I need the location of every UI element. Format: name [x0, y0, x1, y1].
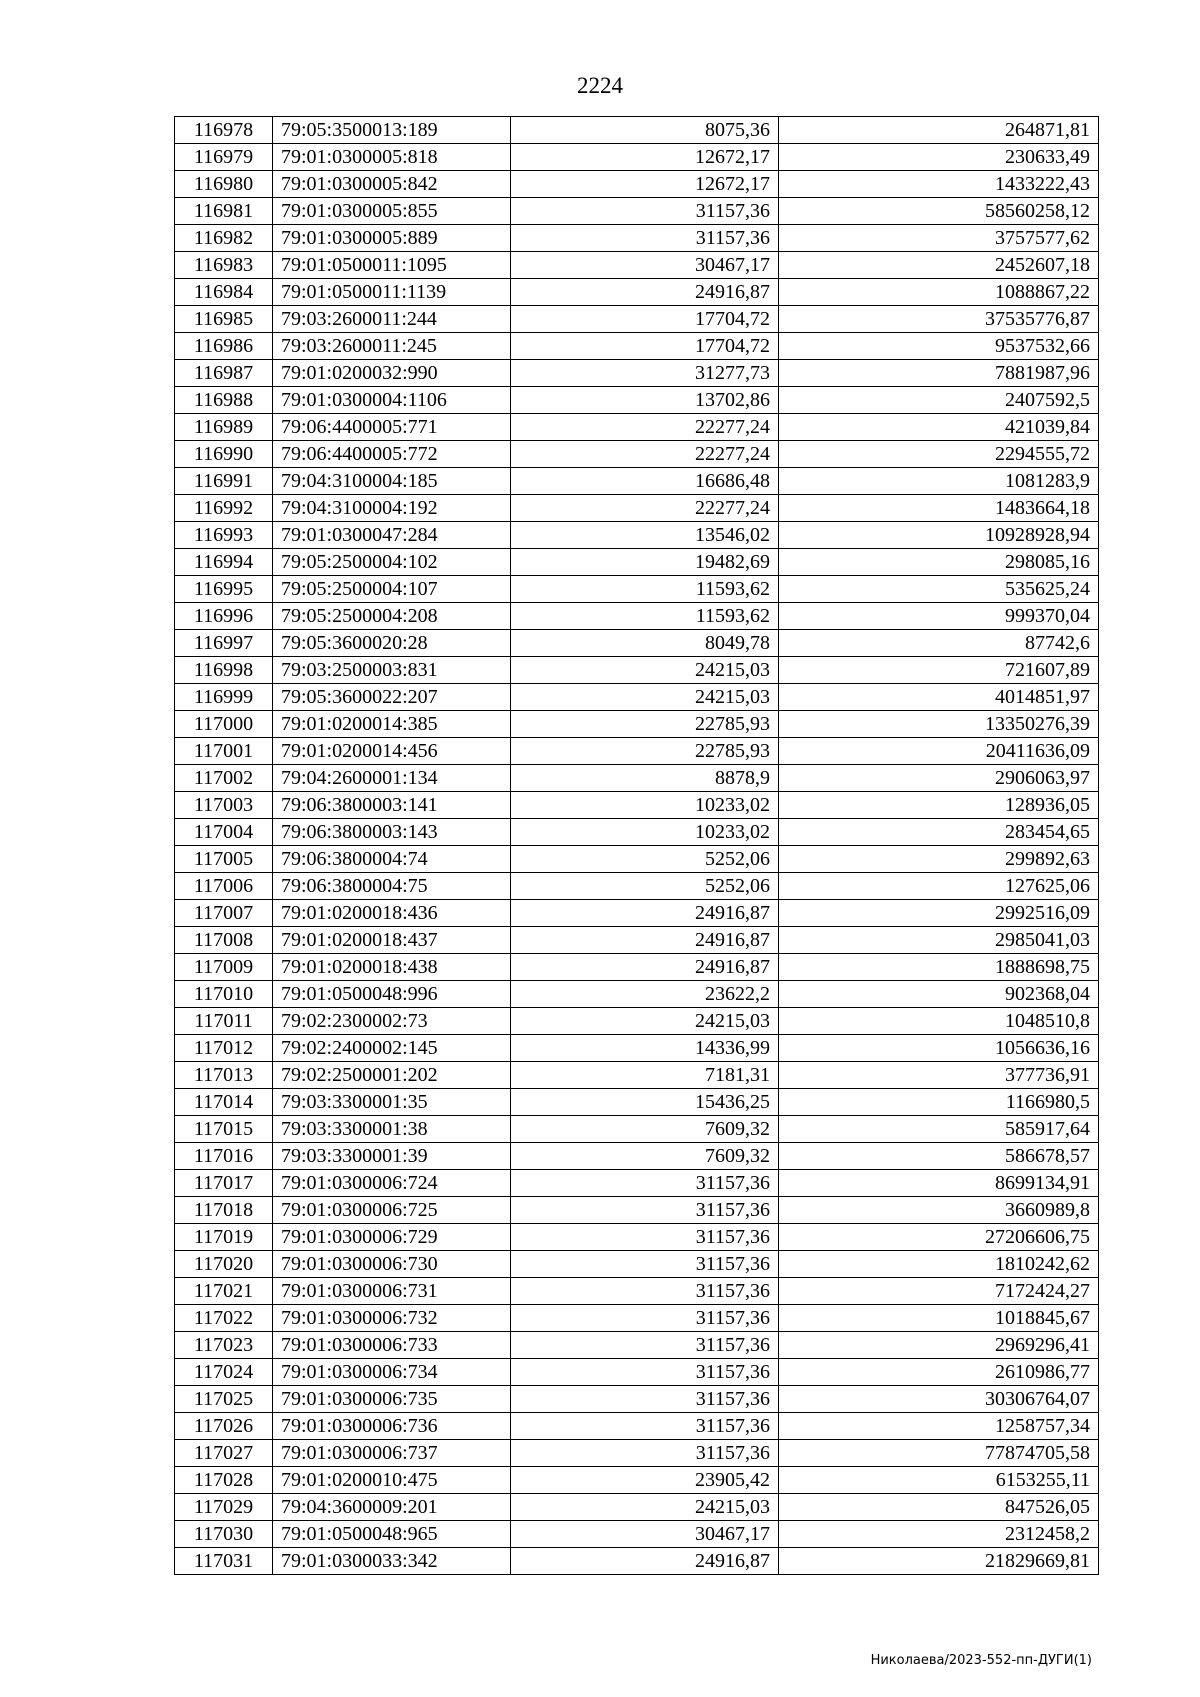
specific-value-cell: 22785,93 [511, 738, 779, 765]
cadastral-cost-cell: 2610986,77 [779, 1359, 1099, 1386]
cadastral-cost-cell: 8699134,91 [779, 1170, 1099, 1197]
row-number-cell: 117002 [175, 765, 273, 792]
table-row [175, 414, 1099, 441]
row-number-cell: 117006 [175, 873, 273, 900]
row-number-cell: 116989 [175, 414, 273, 441]
table-row [175, 1008, 1099, 1035]
cadastral-cost-cell: 58560258,12 [779, 198, 1099, 225]
table-row [175, 522, 1099, 549]
table-row [175, 1035, 1099, 1062]
table-row [175, 333, 1099, 360]
table-row [175, 846, 1099, 873]
cadastral-number-cell: 79:03:3300001:38 [273, 1116, 511, 1143]
row-number-cell: 116991 [175, 468, 273, 495]
row-number-cell: 117005 [175, 846, 273, 873]
specific-value-cell: 31157,36 [511, 1359, 779, 1386]
cadastral-number-cell: 79:03:3300001:35 [273, 1089, 511, 1116]
cadastral-cost-cell: 128936,05 [779, 792, 1099, 819]
cadastral-cost-cell: 2407592,5 [779, 387, 1099, 414]
table-row [175, 1305, 1099, 1332]
row-number-cell: 117010 [175, 981, 273, 1008]
table-row [175, 387, 1099, 414]
cadastral-number-cell: 79:02:2500001:202 [273, 1062, 511, 1089]
cadastral-number-cell: 79:01:0300006:732 [273, 1305, 511, 1332]
cadastral-number-cell: 79:05:3600020:28 [273, 630, 511, 657]
table-row [175, 198, 1099, 225]
cadastral-cost-cell: 421039,84 [779, 414, 1099, 441]
cadastral-cost-cell: 264871,81 [779, 117, 1099, 144]
row-number-cell: 116996 [175, 603, 273, 630]
cadastral-cost-cell: 1088867,22 [779, 279, 1099, 306]
row-number-cell: 117004 [175, 819, 273, 846]
cadastral-number-cell: 79:01:0300005:889 [273, 225, 511, 252]
cadastral-number-cell: 79:01:0300033:342 [273, 1548, 511, 1575]
row-number-cell: 117008 [175, 927, 273, 954]
cadastral-number-cell: 79:03:3300001:39 [273, 1143, 511, 1170]
row-number-cell: 116987 [175, 360, 273, 387]
cadastral-cost-cell: 2312458,2 [779, 1521, 1099, 1548]
cadastral-number-cell: 79:01:0500011:1095 [273, 252, 511, 279]
row-number-cell: 117007 [175, 900, 273, 927]
specific-value-cell: 31157,36 [511, 1170, 779, 1197]
cadastral-number-cell: 79:05:2500004:102 [273, 549, 511, 576]
table-row [175, 468, 1099, 495]
table-row [175, 1278, 1099, 1305]
table-row [175, 1251, 1099, 1278]
table-row [175, 1386, 1099, 1413]
specific-value-cell: 31277,73 [511, 360, 779, 387]
cadastral-cost-cell: 3757577,62 [779, 225, 1099, 252]
row-number-cell: 116986 [175, 333, 273, 360]
specific-value-cell: 30467,17 [511, 1521, 779, 1548]
table-row [175, 1170, 1099, 1197]
table-row [175, 927, 1099, 954]
table-row [175, 252, 1099, 279]
cadastral-cost-cell: 21829669,81 [779, 1548, 1099, 1575]
row-number-cell: 117012 [175, 1035, 273, 1062]
cadastral-cost-cell: 20411636,09 [779, 738, 1099, 765]
specific-value-cell: 12672,17 [511, 144, 779, 171]
row-number-cell: 117025 [175, 1386, 273, 1413]
table-row [175, 171, 1099, 198]
specific-value-cell: 31157,36 [511, 225, 779, 252]
row-number-cell: 117009 [175, 954, 273, 981]
cadastral-cost-cell: 37535776,87 [779, 306, 1099, 333]
table-row [175, 1062, 1099, 1089]
cadastral-number-cell: 79:04:3600009:201 [273, 1494, 511, 1521]
cadastral-number-cell: 79:01:0200018:438 [273, 954, 511, 981]
specific-value-cell: 24215,03 [511, 1008, 779, 1035]
row-number-cell: 116985 [175, 306, 273, 333]
cadastral-cost-cell: 1166980,5 [779, 1089, 1099, 1116]
cadastral-number-cell: 79:01:0200018:437 [273, 927, 511, 954]
cadastral-cost-cell: 3660989,8 [779, 1197, 1099, 1224]
row-number-cell: 116978 [175, 117, 273, 144]
specific-value-cell: 7181,31 [511, 1062, 779, 1089]
specific-value-cell: 5252,06 [511, 873, 779, 900]
table-row [175, 1359, 1099, 1386]
cadastral-cost-cell: 585917,64 [779, 1116, 1099, 1143]
cadastral-cost-cell: 10928928,94 [779, 522, 1099, 549]
cadastral-number-cell: 79:01:0300005:818 [273, 144, 511, 171]
table-row [175, 981, 1099, 1008]
table-row [175, 711, 1099, 738]
cadastral-cost-cell: 127625,06 [779, 873, 1099, 900]
cadastral-cost-cell: 721607,89 [779, 657, 1099, 684]
cadastral-number-cell: 79:01:0300005:855 [273, 198, 511, 225]
row-number-cell: 117000 [175, 711, 273, 738]
cadastral-cost-cell: 1258757,34 [779, 1413, 1099, 1440]
row-number-cell: 116990 [175, 441, 273, 468]
cadastral-number-cell: 79:01:0200014:456 [273, 738, 511, 765]
specific-value-cell: 31157,36 [511, 1413, 779, 1440]
specific-value-cell: 22785,93 [511, 711, 779, 738]
cadastral-cost-cell: 1483664,18 [779, 495, 1099, 522]
cadastral-number-cell: 79:01:0300004:1106 [273, 387, 511, 414]
cadastral-number-cell: 79:06:4400005:772 [273, 441, 511, 468]
cadastral-number-cell: 79:01:0500048:996 [273, 981, 511, 1008]
table-row [175, 954, 1099, 981]
specific-value-cell: 14336,99 [511, 1035, 779, 1062]
cadastral-number-cell: 79:06:3800003:141 [273, 792, 511, 819]
table-row [175, 1116, 1099, 1143]
row-number-cell: 117027 [175, 1440, 273, 1467]
row-number-cell: 117029 [175, 1494, 273, 1521]
specific-value-cell: 31157,36 [511, 1197, 779, 1224]
specific-value-cell: 8878,9 [511, 765, 779, 792]
specific-value-cell: 10233,02 [511, 792, 779, 819]
cadastral-number-cell: 79:01:0200018:436 [273, 900, 511, 927]
cadastral-cost-cell: 999370,04 [779, 603, 1099, 630]
table-row [175, 1413, 1099, 1440]
row-number-cell: 116998 [175, 657, 273, 684]
table-row [175, 495, 1099, 522]
specific-value-cell: 16686,48 [511, 468, 779, 495]
specific-value-cell: 10233,02 [511, 819, 779, 846]
cadastral-cost-cell: 1056636,16 [779, 1035, 1099, 1062]
table-row [175, 819, 1099, 846]
cadastral-number-cell: 79:01:0300006:735 [273, 1386, 511, 1413]
table-row [175, 1494, 1099, 1521]
row-number-cell: 116982 [175, 225, 273, 252]
row-number-cell: 117028 [175, 1467, 273, 1494]
row-number-cell: 117031 [175, 1548, 273, 1575]
cadastral-cost-cell: 299892,63 [779, 846, 1099, 873]
cadastral-number-cell: 79:01:0300006:724 [273, 1170, 511, 1197]
specific-value-cell: 31157,36 [511, 1278, 779, 1305]
specific-value-cell: 23622,2 [511, 981, 779, 1008]
cadastral-cost-cell: 2985041,03 [779, 927, 1099, 954]
specific-value-cell: 24916,87 [511, 927, 779, 954]
cadastral-number-cell: 79:01:0300006:731 [273, 1278, 511, 1305]
specific-value-cell: 23905,42 [511, 1467, 779, 1494]
specific-value-cell: 5252,06 [511, 846, 779, 873]
cadastral-cost-cell: 1433222,43 [779, 171, 1099, 198]
row-number-cell: 117011 [175, 1008, 273, 1035]
table-row [175, 225, 1099, 252]
row-number-cell: 117013 [175, 1062, 273, 1089]
row-number-cell: 116997 [175, 630, 273, 657]
cadastral-cost-cell: 1810242,62 [779, 1251, 1099, 1278]
cadastral-cost-cell: 6153255,11 [779, 1467, 1099, 1494]
cadastral-cost-cell: 2906063,97 [779, 765, 1099, 792]
row-number-cell: 116981 [175, 198, 273, 225]
table-row [175, 900, 1099, 927]
specific-value-cell: 24215,03 [511, 657, 779, 684]
table-row [175, 1089, 1099, 1116]
specific-value-cell: 17704,72 [511, 333, 779, 360]
specific-value-cell: 24215,03 [511, 1494, 779, 1521]
cadastral-number-cell: 79:02:2300002:73 [273, 1008, 511, 1035]
cadastral-cost-cell: 2452607,18 [779, 252, 1099, 279]
cadastral-number-cell: 79:01:0500048:965 [273, 1521, 511, 1548]
table-row [175, 1548, 1099, 1575]
row-number-cell: 117023 [175, 1332, 273, 1359]
cadastral-number-cell: 79:06:3800004:74 [273, 846, 511, 873]
table-row [175, 441, 1099, 468]
specific-value-cell: 19482,69 [511, 549, 779, 576]
specific-value-cell: 30467,17 [511, 252, 779, 279]
specific-value-cell: 13546,02 [511, 522, 779, 549]
table-row [175, 1332, 1099, 1359]
specific-value-cell: 22277,24 [511, 441, 779, 468]
specific-value-cell: 24916,87 [511, 954, 779, 981]
table-row [175, 873, 1099, 900]
cadastral-cost-cell: 87742,6 [779, 630, 1099, 657]
cadastral-cost-cell: 535625,24 [779, 576, 1099, 603]
row-number-cell: 116980 [175, 171, 273, 198]
specific-value-cell: 31157,36 [511, 198, 779, 225]
cadastral-cost-cell: 902368,04 [779, 981, 1099, 1008]
specific-value-cell: 11593,62 [511, 576, 779, 603]
cadastral-cost-cell: 30306764,07 [779, 1386, 1099, 1413]
cadastral-number-cell: 79:03:2600011:244 [273, 306, 511, 333]
cadastral-cost-cell: 2294555,72 [779, 441, 1099, 468]
cadastral-number-cell: 79:01:0300047:284 [273, 522, 511, 549]
row-number-cell: 117020 [175, 1251, 273, 1278]
table-row [175, 360, 1099, 387]
cadastral-number-cell: 79:04:3100004:185 [273, 468, 511, 495]
table-row [175, 1521, 1099, 1548]
cadastral-number-cell: 79:05:2500004:208 [273, 603, 511, 630]
table-row [175, 603, 1099, 630]
cadastral-number-cell: 79:04:2600001:134 [273, 765, 511, 792]
row-number-cell: 116983 [175, 252, 273, 279]
table-row [175, 1224, 1099, 1251]
specific-value-cell: 24215,03 [511, 684, 779, 711]
specific-value-cell: 15436,25 [511, 1089, 779, 1116]
table-row [175, 279, 1099, 306]
cadastral-cost-cell: 7172424,27 [779, 1278, 1099, 1305]
specific-value-cell: 22277,24 [511, 414, 779, 441]
specific-value-cell: 8075,36 [511, 117, 779, 144]
specific-value-cell: 7609,32 [511, 1143, 779, 1170]
cadastral-number-cell: 79:06:4400005:771 [273, 414, 511, 441]
table-row [175, 144, 1099, 171]
table-row [175, 306, 1099, 333]
cadastral-number-cell: 79:01:0300006:729 [273, 1224, 511, 1251]
cadastral-cost-cell: 7881987,96 [779, 360, 1099, 387]
row-number-cell: 117001 [175, 738, 273, 765]
cadastral-number-cell: 79:01:0200032:990 [273, 360, 511, 387]
table-row [175, 576, 1099, 603]
cadastral-number-cell: 79:05:3500013:189 [273, 117, 511, 144]
row-number-cell: 117018 [175, 1197, 273, 1224]
cadastral-cost-cell: 2969296,41 [779, 1332, 1099, 1359]
row-number-cell: 116993 [175, 522, 273, 549]
row-number-cell: 117015 [175, 1116, 273, 1143]
row-number-cell: 117014 [175, 1089, 273, 1116]
specific-value-cell: 24916,87 [511, 900, 779, 927]
cadastral-number-cell: 79:01:0300006:737 [273, 1440, 511, 1467]
specific-value-cell: 24916,87 [511, 1548, 779, 1575]
specific-value-cell: 17704,72 [511, 306, 779, 333]
table-row [175, 657, 1099, 684]
row-number-cell: 116995 [175, 576, 273, 603]
specific-value-cell: 31157,36 [511, 1305, 779, 1332]
cadastral-cost-cell: 9537532,66 [779, 333, 1099, 360]
table-row [175, 738, 1099, 765]
table-row [175, 792, 1099, 819]
cadastral-cost-cell: 847526,05 [779, 1494, 1099, 1521]
cadastral-number-cell: 79:06:3800004:75 [273, 873, 511, 900]
specific-value-cell: 31157,36 [511, 1251, 779, 1278]
cadastral-number-cell: 79:01:0300006:733 [273, 1332, 511, 1359]
row-number-cell: 116999 [175, 684, 273, 711]
row-number-cell: 116988 [175, 387, 273, 414]
table-row [175, 1440, 1099, 1467]
cadastral-number-cell: 79:01:0300006:736 [273, 1413, 511, 1440]
row-number-cell: 117016 [175, 1143, 273, 1170]
row-number-cell: 117026 [175, 1413, 273, 1440]
table-row [175, 549, 1099, 576]
cadastral-number-cell: 79:01:0200010:475 [273, 1467, 511, 1494]
row-number-cell: 116984 [175, 279, 273, 306]
row-number-cell: 117022 [175, 1305, 273, 1332]
cadastral-cost-cell: 377736,91 [779, 1062, 1099, 1089]
cadastral-number-cell: 79:04:3100004:192 [273, 495, 511, 522]
cadastral-cost-cell: 77874705,58 [779, 1440, 1099, 1467]
specific-value-cell: 31157,36 [511, 1332, 779, 1359]
page-number: 2224 [577, 73, 623, 98]
cadastral-number-cell: 79:01:0300005:842 [273, 171, 511, 198]
cadastral-number-cell: 79:03:2500003:831 [273, 657, 511, 684]
cadastral-number-cell: 79:02:2400002:145 [273, 1035, 511, 1062]
document-reference: Николаева/2023-552-пп-ДУГИ(1) [870, 1653, 1092, 1668]
row-number-cell: 117003 [175, 792, 273, 819]
specific-value-cell: 7609,32 [511, 1116, 779, 1143]
row-number-cell: 116992 [175, 495, 273, 522]
cadastral-cost-cell: 283454,65 [779, 819, 1099, 846]
specific-value-cell: 22277,24 [511, 495, 779, 522]
cadastral-number-cell: 79:01:0300006:734 [273, 1359, 511, 1386]
row-number-cell: 117019 [175, 1224, 273, 1251]
row-number-cell: 117024 [175, 1359, 273, 1386]
cadastral-cost-cell: 1888698,75 [779, 954, 1099, 981]
cadastral-cost-cell: 27206606,75 [779, 1224, 1099, 1251]
row-number-cell: 117021 [175, 1278, 273, 1305]
cadastral-number-cell: 79:05:3600022:207 [273, 684, 511, 711]
table-row [175, 1467, 1099, 1494]
cadastral-cost-cell: 2992516,09 [779, 900, 1099, 927]
table-body [175, 117, 1099, 1575]
cadastral-cost-cell: 1048510,8 [779, 1008, 1099, 1035]
cadastral-cost-cell: 230633,49 [779, 144, 1099, 171]
specific-value-cell: 11593,62 [511, 603, 779, 630]
specific-value-cell: 31157,36 [511, 1224, 779, 1251]
specific-value-cell: 24916,87 [511, 279, 779, 306]
cadastral-number-cell: 79:01:0300006:725 [273, 1197, 511, 1224]
row-number-cell: 116994 [175, 549, 273, 576]
cadastral-number-cell: 79:01:0500011:1139 [273, 279, 511, 306]
cadastral-cost-cell: 298085,16 [779, 549, 1099, 576]
row-number-cell: 117030 [175, 1521, 273, 1548]
row-number-cell: 117017 [175, 1170, 273, 1197]
table-row [175, 630, 1099, 657]
cadastral-cost-cell: 586678,57 [779, 1143, 1099, 1170]
table-row [175, 117, 1099, 144]
cadastral-cost-cell: 1018845,67 [779, 1305, 1099, 1332]
table-row [175, 1197, 1099, 1224]
cadastral-cost-cell: 4014851,97 [779, 684, 1099, 711]
cadastral-value-table [174, 116, 1099, 1575]
cadastral-number-cell: 79:01:0300006:730 [273, 1251, 511, 1278]
cadastral-cost-cell: 13350276,39 [779, 711, 1099, 738]
cadastral-cost-cell: 1081283,9 [779, 468, 1099, 495]
cadastral-number-cell: 79:01:0200014:385 [273, 711, 511, 738]
specific-value-cell: 12672,17 [511, 171, 779, 198]
cadastral-number-cell: 79:06:3800003:143 [273, 819, 511, 846]
cadastral-number-cell: 79:05:2500004:107 [273, 576, 511, 603]
specific-value-cell: 13702,86 [511, 387, 779, 414]
row-number-cell: 116979 [175, 144, 273, 171]
table-row [175, 1143, 1099, 1170]
table-row [175, 765, 1099, 792]
table-row [175, 684, 1099, 711]
specific-value-cell: 31157,36 [511, 1386, 779, 1413]
specific-value-cell: 8049,78 [511, 630, 779, 657]
cadastral-number-cell: 79:03:2600011:245 [273, 333, 511, 360]
specific-value-cell: 31157,36 [511, 1440, 779, 1467]
